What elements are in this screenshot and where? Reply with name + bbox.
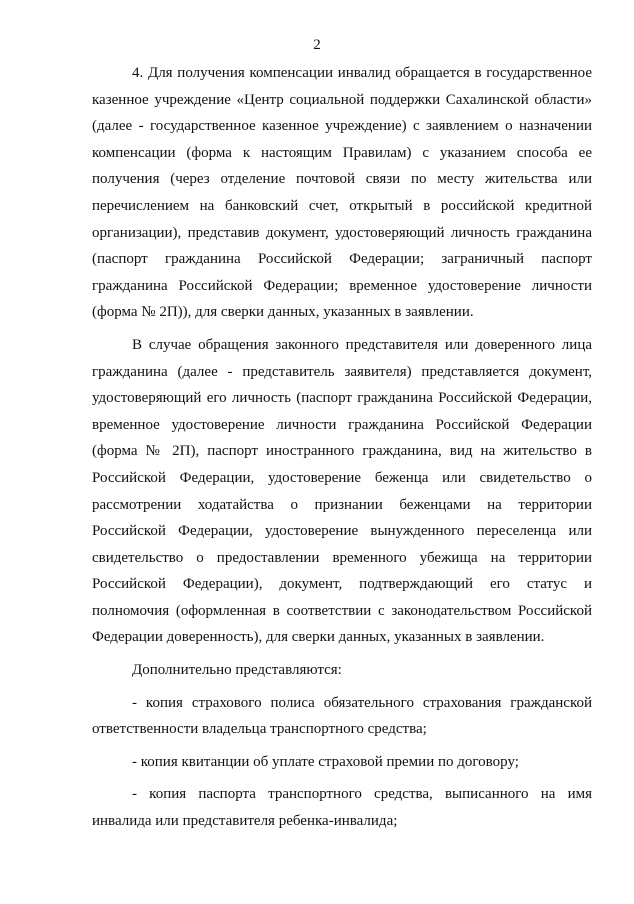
paragraph-additional-intro: Дополнительно представляются:: [132, 662, 342, 679]
paragraph-compensation-application: 4. Для получения компенсации инвалид обращается в государственное казенное учреждение «Центр социальной поддержки Сахалинской области» (далее - государственное казенное учреждение) с заявлением о назначении компенсации (форма к настоящим Правилам) с указанием способа ее получения (через отделение почтовой связи по месту жительства или перечислением на банковский счет, открытый в российской кредитной организации), представив документ, удостоверяющий личность гражданина (паспорт гражданина Российской Федерации; заграничный паспорт гражданина Российской Федерации; временное удостоверение личности (форма № 2П)), для сверки данных, указанных в заявлении.: [92, 65, 592, 321]
list-item-vehicle-passport-copy: - копия паспорта транспортного средства, выписанного на имя инвалида или представителя ребенка-инвалида;: [92, 786, 592, 830]
document-body: [92, 60, 592, 839]
page-number: 2: [313, 37, 321, 53]
list-item-premium-receipt-copy: - копия квитанции об уплате страховой премии по договору;: [132, 753, 519, 770]
paragraph-representative-documents: В случае обращения законного представителя или доверенного лица гражданина (далее - представитель заявителя) представляется документ, удостоверяющий его личность (паспорт гражданина Российской Федерации, временное удостоверение личности гражданина Российской Федерации (форма № 2П), паспорт иностранного гражданина, вид на жительство в Российской Федерации, удостоверение беженца или свидетельство о рассмотрении ходатайства о признании беженцами на территории Российской Федерации, удостоверение вынужденного переселенца или свидетельство о предоставлении временного убежища на территории Российской Федерации), документ, подтверждающий его статус и полномочия (оформленная в соответствии с законодательством Российской Федерации доверенность), для сверки данных, указанных в заявлении.: [92, 336, 592, 646]
list-item-insurance-policy-copy: - копия страхового полиса обязательного страхования гражданской ответственности владельца транспортного средства;: [92, 694, 592, 738]
